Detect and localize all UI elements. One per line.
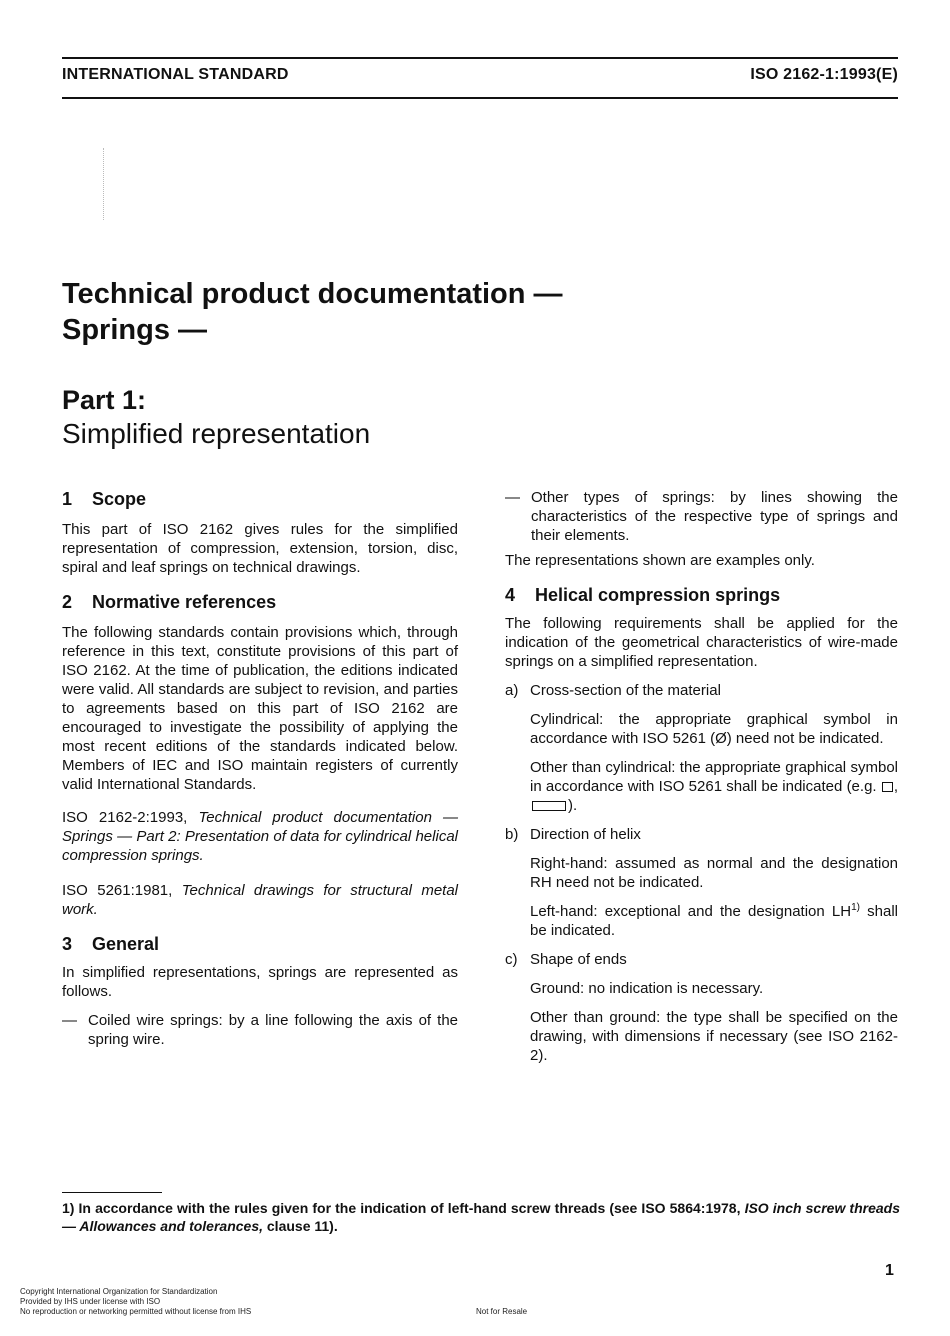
list-item-b: [505, 825, 898, 844]
scope-text: This part of ISO 2162 gives rules for the simplified representation of compression, extension, torsion, disc, spiral and leaf springs on technical drawings.: [62, 521, 458, 576]
footnote: [62, 1199, 900, 1235]
list-item-a: [505, 681, 898, 700]
list-item-label: Shape of ends: [530, 951, 627, 968]
header-right: ISO 2162-1:1993(E): [750, 66, 898, 83]
reference-id: ISO 2162-2:1993,: [62, 809, 188, 826]
right-column: [505, 488, 898, 1065]
reference-id: ISO 5261:1981,: [62, 882, 173, 899]
list-marker: a): [505, 682, 519, 699]
section-title: Normative references: [92, 592, 277, 612]
footnote-rule: [62, 1192, 162, 1193]
general-note: The representations shown are examples only.: [505, 552, 815, 569]
not-for-resale: Not for Resale: [476, 1307, 528, 1316]
helix-left-hand-end: shall be indicated.: [530, 903, 898, 939]
copyright-notice: [20, 1287, 251, 1317]
list-item: [62, 1011, 458, 1049]
section-number: 3: [62, 934, 73, 954]
title-line-1: Technical product documentation —: [62, 278, 563, 310]
section-number: 4: [505, 585, 516, 605]
part-label: Part 1:: [62, 385, 147, 415]
title-line-2: Springs —: [62, 314, 208, 346]
reference-iso-5261: [62, 881, 458, 919]
page-header: [62, 66, 898, 88]
section-2-heading: [62, 591, 458, 613]
cross-section-other: [505, 758, 898, 815]
section-number: 2: [62, 592, 73, 612]
footnote-text: In accordance with the rules given for the indication of left-hand screw threads (see ISO 5864:1978,: [78, 1200, 741, 1216]
header-top-rule: [62, 57, 898, 59]
section-title: Helical compression springs: [535, 585, 781, 605]
footnote-italic: ISO inch screw threads — Allowances and tolerances,: [62, 1200, 901, 1234]
cross-section-other-end: ).: [568, 797, 578, 814]
normative-references-text: The following standards contain provisions which, through reference in this text, constitute provisions of this part of ISO 2162. At the time of publication, the editions indicated were valid. All standards are subject to revision, and parties to agreements based on this part of ISO 2162 are encouraged to investigate the possibility of applying the most recent editions of the standards indicated below. Members of IEC and ISO maintain registers of currently valid International Standards.: [62, 624, 458, 793]
section-4-intro: The following requirements shall be applied for the indication of the geometrical characteristics of wire-made springs on a simplified representation.: [505, 615, 898, 670]
cross-section-cylindrical: Cylindrical: the appropriate graphical symbol in accordance with ISO 5261 (Ø) need not be indicated.: [530, 711, 898, 747]
list-item-label: Cross-section of the material: [530, 682, 721, 699]
section-title: General: [92, 934, 160, 954]
helix-right-hand: Right-hand: assumed as normal and the designation RH need not be indicated.: [530, 855, 898, 891]
ends-ground: Ground: no indication is necessary.: [530, 980, 764, 997]
dash-marker: —: [505, 489, 520, 506]
footnote-end: clause 11).: [266, 1218, 338, 1234]
ends-other: Other than ground: the type shall be specified on the drawing, with dimensions if necessary (see ISO 2162-2).: [530, 1009, 898, 1064]
list-item-text: Coiled wire springs: by a line following the axis of the spring wire.: [88, 1012, 458, 1048]
list-item-c: [505, 950, 898, 969]
section-number: 1: [62, 489, 73, 509]
list-marker: c): [505, 951, 518, 968]
page-number: 1: [885, 1262, 894, 1279]
reference-iso-2162-2: [62, 808, 458, 865]
symbol-separator: ,: [893, 778, 898, 795]
list-item-label: Direction of helix: [530, 826, 641, 843]
reference-title: Technical drawings for structural metal work.: [62, 882, 459, 918]
copyright-line: Provided by IHS under license with ISO: [20, 1297, 161, 1306]
reference-title: Technical product documentation — Springs — Part 2: Presentation of data for cylindrical helical compression springs.: [62, 809, 459, 864]
left-column: [62, 488, 458, 1049]
copyright-line: No reproduction or networking permitted without license from IHS: [20, 1307, 252, 1316]
document-title: [62, 276, 563, 348]
copyright-line: Copyright International Organization for Standardization: [20, 1287, 218, 1296]
header-left: INTERNATIONAL STANDARD: [62, 66, 289, 83]
margin-dotted-mark: [103, 148, 105, 220]
dash-marker: —: [62, 1012, 77, 1029]
section-title: Scope: [92, 489, 147, 509]
general-text: In simplified representations, springs are represented as follows.: [62, 964, 458, 1000]
list-item: [505, 488, 898, 545]
part-heading: [62, 383, 370, 451]
footnote-ref: 1): [851, 902, 860, 913]
header-bottom-rule: [62, 97, 898, 99]
square-symbol-icon: [882, 782, 893, 792]
cross-section-other-text: Other than cylindrical: the appropriate graphical symbol in accordance with ISO 5261 shall be indicated (e.g.: [530, 759, 898, 795]
rectangle-symbol-icon: [532, 801, 566, 811]
section-1-heading: [62, 488, 458, 510]
section-4-heading: [505, 584, 898, 606]
section-3-heading: [62, 933, 458, 955]
list-item-text: Other types of springs: by lines showing the characteristics of the respective type of springs and their elements.: [531, 489, 898, 544]
part-subtitle: Simplified representation: [62, 418, 371, 449]
footnote-mark: 1): [62, 1200, 75, 1216]
helix-left-hand: [505, 902, 898, 940]
helix-left-hand-text: Left-hand: exceptional and the designation LH: [530, 903, 852, 920]
list-marker: b): [505, 826, 519, 843]
